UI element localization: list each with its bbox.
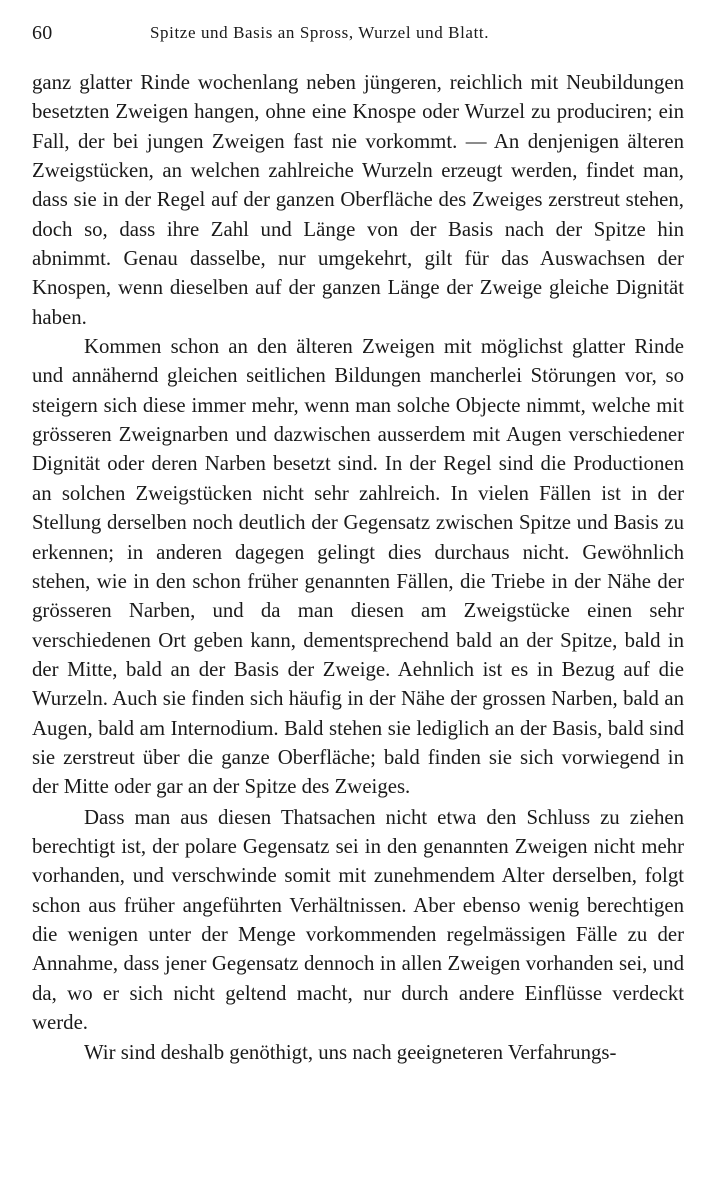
running-header bbox=[32, 18, 684, 48]
paragraph-partial: Wir sind deshalb genöthigt, uns nach geeigneteren Verfahrungs- bbox=[84, 1041, 617, 1065]
page-number: 60 bbox=[32, 22, 53, 44]
body-text bbox=[32, 68, 684, 1068]
running-title: Spitze und Basis an Spross, Wurzel und Blatt. bbox=[150, 23, 490, 42]
paragraph-continued: ganz glatter Rinde wochenlang neben jüngeren, reichlich mit Neubildungen besetzten Zweigen hangen, ohne eine Knospe oder Wurzel zu produciren; ein Fall, der bei jungen Zweigen fast nie vorkommt. — An denjenigen älteren Zweigstücken, an welchen zahlreiche Wurzeln erzeugt werden, findet man, dass sie in der Regel auf der ganzen Oberfläche des Zweiges zerstreut stehen, doch so, dass ihre Zahl und Länge von der Basis nach der Spitze hin abnimmt. Genau dasselbe, nur umgekehrt, gilt für das Auswachsen der Knospen, wenn dieselben auf der ganzen Länge der Zweige gleiche Dignität haben. bbox=[32, 71, 684, 329]
paragraph: Kommen schon an den älteren Zweigen mit möglichst glatter Rinde und annähernd gleichen seitlichen Bildungen mancherlei Störungen vor, so steigern sich diese immer mehr, wenn man solche Objecte nimmt, welche mit grösseren Zweignarben und dazwischen ausserdem mit Augen verschiedener Dignität oder deren Narben besetzt sind. In der Regel sind die Productionen an solchen Zweigstücken nicht sehr zahlreich. In vielen Fällen ist in der Stellung derselben noch deutlich der Gegensatz zwischen Spitze und Basis zu erkennen; in anderen dagegen gelingt dies durchaus nicht. Gewöhnlich stehen, wie in den schon früher genannten Fällen, die Triebe in der Nähe der grösseren Narben, und da man diesen am Zweigstücke einen sehr verschiedenen Ort geben kann, dementsprechend bald an der Spitze, bald in der Mitte, bald an der Basis der Zweige. Aehnlich ist es in Bezug auf die Wurzeln. Auch sie finden sich häufig in der Nähe der grossen Narben, bald an Augen, bald am Internodium. Bald stehen sie lediglich an der Basis, bald sind sie zerstreut über die ganze Oberfläche; bald finden sie sich vorwiegend in der Mitte oder gar an der Spitze des Zweiges. bbox=[32, 335, 684, 799]
book-page bbox=[32, 18, 684, 1065]
paragraph: Dass man aus diesen Thatsachen nicht etwa den Schluss zu ziehen berechtigt ist, der polare Gegensatz sei in den genannten Zweigen nicht mehr vorhanden, und verschwinde somit mit zunehmendem Alter derselben, folgt schon aus früher angeführten Verhältnissen. Aber ebenso wenig berechtigen die wenigen unter der Menge vorkommenden regelmässigen Fälle zu der Annahme, dass jener Gegensatz dennoch in allen Zweigen vorhanden sei, und da, wo er sich nicht geltend macht, nur durch andere Einflüsse verdeckt werde. bbox=[32, 805, 684, 1034]
